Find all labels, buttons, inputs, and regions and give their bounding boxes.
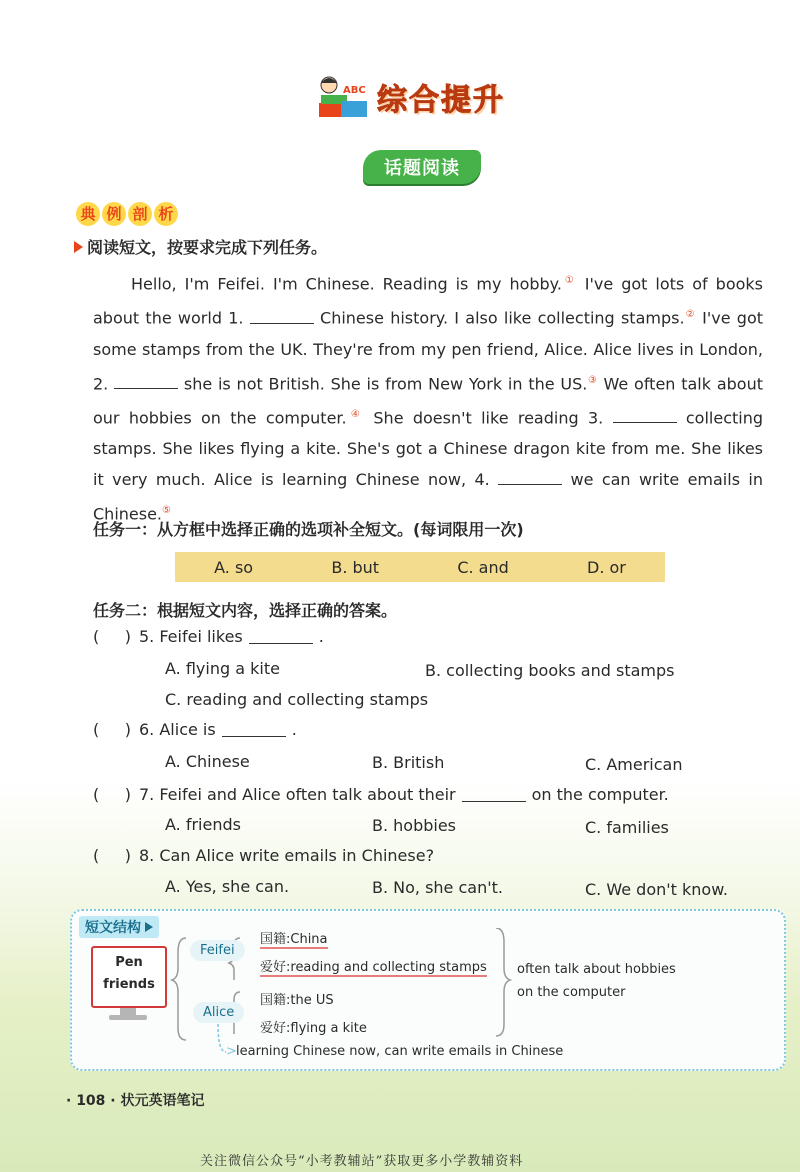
pen-friends-monitor: Pen friends: [91, 946, 167, 1008]
reading-passage: [93, 265, 763, 530]
note-marker: ③: [587, 374, 598, 386]
note-marker: ④: [346, 408, 365, 420]
note-marker: ②: [684, 309, 696, 321]
q8-option-b[interactable]: B. No, she can't.: [372, 878, 503, 897]
question-stem: 5. Feifei likes: [139, 627, 243, 646]
alice-extra-info: learning Chinese now, can write emails in Chinese: [236, 1044, 564, 1059]
q6-option-c[interactable]: C. American: [585, 755, 683, 774]
answer-paren[interactable]: ( ): [93, 785, 131, 804]
q5-option-b[interactable]: B. collecting books and stamps: [425, 661, 675, 680]
example-tag-char: 析: [154, 202, 178, 226]
monitor-stand: [120, 1008, 136, 1015]
example-tag-char: 例: [102, 202, 126, 226]
option-c: C. and: [457, 557, 509, 577]
example-tag-char: 剖: [128, 202, 152, 226]
question-5: ( ) 5. Feifei likes .: [93, 627, 324, 646]
section-banner: [315, 72, 505, 122]
q5-option-a[interactable]: A. flying a kite: [165, 659, 280, 678]
q7-option-a[interactable]: A. friends: [165, 815, 241, 834]
instruction: [74, 235, 327, 258]
question-7: ( ) 7. Feifei and Alice often talk about their on the computer.: [93, 785, 669, 804]
alice-hobby: 爱好:flying a kite: [260, 1021, 367, 1036]
q8-option-a[interactable]: A. Yes, she can.: [165, 877, 290, 896]
arrow-right-icon: >: [226, 1044, 237, 1059]
triangle-marker-icon: [74, 241, 83, 253]
passage-text: collecting stamps. She likes flying a kite. She's got a Chinese dragon kite from me. She likes it very much. Alice is learning Chinese now, 4.: [93, 408, 764, 490]
note-marker: ①: [561, 275, 577, 286]
arrow-right-icon: [145, 922, 153, 932]
feifei-hobby: 爱好:reading and collecting stamps: [260, 956, 487, 977]
blank-1[interactable]: [250, 309, 314, 324]
watermark-text: 关注微信公众号“小考教辅站”获取更多小学教辅资料: [200, 1154, 524, 1169]
q7-option-c[interactable]: C. families: [585, 818, 669, 837]
blank-4[interactable]: [498, 470, 562, 485]
blank-3[interactable]: [613, 408, 677, 423]
passage-text: She doesn't like reading 3.: [373, 408, 604, 428]
option-d: D. or: [587, 557, 626, 577]
topic-badge: 话题阅读: [363, 150, 481, 184]
passage-text: we can write emails in Chinese.: [93, 470, 763, 524]
question-blank: [462, 787, 526, 802]
kid-with-abc-books-icon: [315, 73, 371, 121]
q6-option-a[interactable]: A. Chinese: [165, 752, 250, 771]
instruction-text: 阅读短文，按要求完成下列任务。: [87, 238, 328, 257]
task1-title: 任务一：从方框中选择正确的选项补全短文。(每词限用一次): [93, 520, 524, 539]
question-stem: 7. Feifei and Alice often talk about their: [139, 785, 456, 804]
feifei-nationality: 国籍:China: [260, 928, 328, 949]
page-title: 综合提升: [377, 83, 505, 118]
question-stem: 8. Can Alice write emails in Chinese?: [139, 846, 435, 865]
option-a: A. so: [214, 557, 254, 577]
note-marker: ⑤: [162, 505, 171, 517]
page-number: · 108 · 状元英语笔记: [66, 1093, 205, 1109]
option-b: B. but: [331, 557, 380, 577]
question-blank: [249, 629, 313, 644]
passage-text: I've got some stamps from the UK. They're from my pen friend, Alice. Alice lives in London, 2.: [93, 308, 764, 393]
question-6: ( ) 6. Alice is .: [93, 720, 297, 739]
passage-text: Hello, I'm Feifei. I'm Chinese. Reading is my hobby.: [131, 274, 562, 294]
feifei-label: Feifei: [190, 940, 245, 961]
example-tag-char: 典: [76, 202, 100, 226]
abc-letters: ABC: [343, 85, 366, 96]
question-stem: 6. Alice is: [139, 720, 216, 739]
q6-option-b[interactable]: B. British: [372, 753, 445, 772]
passage-text: We often talk about our hobbies on the computer.: [93, 373, 763, 428]
structure-heading: 短文结构: [79, 916, 159, 938]
common-activity-line2: on the computer: [517, 985, 626, 1000]
passage-text: she is not British. She is from New York in the US.: [183, 373, 588, 393]
q5-option-c[interactable]: C. reading and collecting stamps: [165, 690, 429, 709]
common-activity-line1: often talk about hobbies: [517, 962, 676, 977]
example-tag: [76, 202, 180, 226]
alice-nationality: 国籍:the US: [260, 993, 334, 1008]
q7-option-b[interactable]: B. hobbies: [372, 816, 457, 835]
option-box: [175, 552, 665, 582]
passage-text: Chinese history. I also like collecting stamps.: [320, 308, 685, 328]
passage-text: I've got lots of books about the world 1.: [93, 274, 764, 328]
answer-paren[interactable]: ( ): [93, 720, 131, 739]
alice-label: Alice: [193, 1002, 244, 1023]
answer-paren[interactable]: ( ): [93, 627, 131, 646]
question-8: [93, 846, 434, 865]
answer-paren[interactable]: ( ): [93, 846, 131, 865]
task2-title: 任务二：根据短文内容，选择正确的答案。: [93, 601, 398, 620]
question-blank: [222, 722, 286, 737]
q8-option-c[interactable]: C. We don't know.: [585, 880, 728, 899]
monitor-base: [109, 1015, 147, 1020]
blank-2[interactable]: [114, 374, 178, 389]
